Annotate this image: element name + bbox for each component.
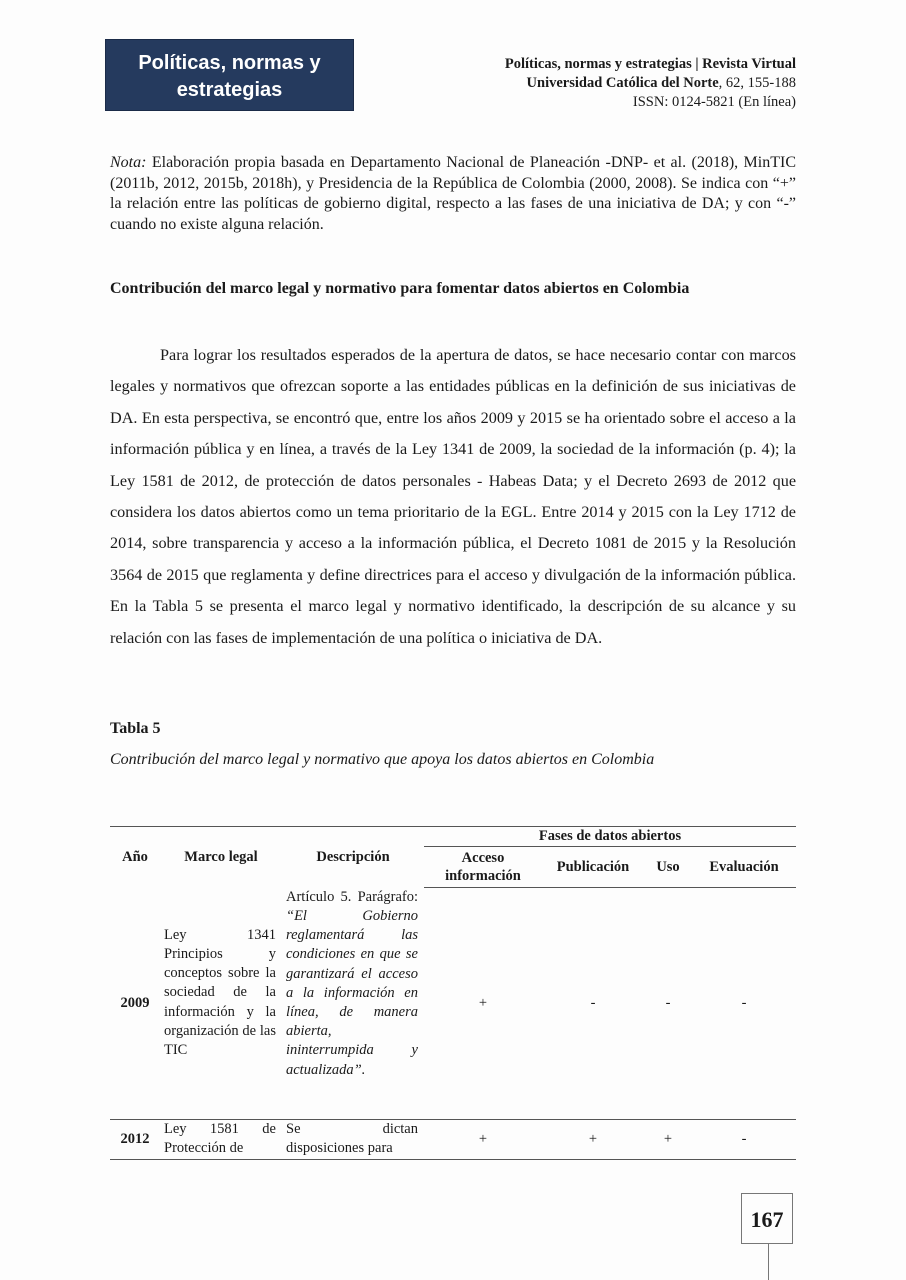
col-header-legal: Marco legal <box>160 827 282 888</box>
header-line-2 <box>505 74 796 93</box>
note-text: Elaboración propia basada en Departamento Nacional de Planeación -DNP- et al. (2018), MinTIC (2011b, 2012, 2015b, 2018h), y Presidencia de la República de Colombia (2000, 2008). Se indica con “+” la relación entre las políticas de gobierno digital, respecto a las fases de una iniciativa de DA; y con “-” cuando no existe alguna relación. <box>110 154 796 233</box>
cell-access: + <box>424 1120 542 1160</box>
cell-legal: Ley 1341 Principios y conceptos sobre la sociedad de la información y la organización de las TIC <box>160 888 282 1120</box>
note-label: Nota: <box>110 154 147 171</box>
header-volume: , 62, 155-188 <box>718 75 796 91</box>
badge-line-2: estrategias <box>176 79 283 101</box>
col-header-evaluation: Evaluación <box>692 847 796 888</box>
header-university: Universidad Católica del Norte <box>526 75 719 91</box>
col-group-header-phases: Fases de datos abiertos <box>424 827 796 847</box>
cell-year: 2012 <box>110 1120 160 1160</box>
running-header <box>505 55 796 112</box>
table-note <box>110 153 796 235</box>
cell-description: Se dictan disposiciones para <box>282 1120 424 1160</box>
cell-use: + <box>644 1120 692 1160</box>
header-issn: ISSN: 0124-5821 (En línea) <box>632 94 796 110</box>
cell-description <box>282 888 424 1120</box>
cell-publication: - <box>542 888 644 1120</box>
page-number: 167 <box>741 1193 793 1244</box>
col-header-publication: Publicación <box>542 847 644 888</box>
legal-framework-table <box>110 826 796 1160</box>
col-header-access: Acceso información <box>424 847 542 888</box>
cell-legal: Ley 1581 de Protección de <box>160 1120 282 1160</box>
page-number-rule <box>768 1244 769 1280</box>
table-caption: Contribución del marco legal y normativo que apoya los datos abiertos en Colombia <box>110 751 655 768</box>
description-plain: Artículo 5. Parágrafo: <box>286 888 418 905</box>
description-quote: “El Gobierno reglamentará las condiciones en que se garantizará el acceso a la información en línea, de manera abierta, ininterrumpida y actualizada”. <box>286 907 418 1078</box>
table-label: Tabla 5 <box>110 720 161 737</box>
col-header-year: Año <box>110 827 160 888</box>
header-line-1: Políticas, normas y estrategias | Revista Virtual <box>504 56 796 72</box>
col-header-use: Uso <box>644 847 692 888</box>
table-row <box>110 888 796 1120</box>
section-heading: Contribución del marco legal y normativo para fomentar datos abiertos en Colombia <box>110 280 690 297</box>
table-row <box>110 1120 796 1160</box>
body-paragraph: Para lograr los resultados esperados de la apertura de datos, se hace necesario contar con marcos legales y normativos que ofrezcan soporte a las entidades públicas en la definición de sus iniciativas de DA. En esta perspectiva, se encontró que, entre los años 2009 y 2015 se ha orientado sobre el acceso a la información pública y en línea, a través de la Ley 1341 de 2009, la sociedad de la información (p. 4); la Ley 1581 de 2012, de protección de datos personales - Habeas Data; y el Decreto 2693 de 2012 que considera los datos abiertos como un tema prioritario de la EGL. Entre 2014 y 2015 con la Ley 1712 de 2014, sobre transparencia y acceso a la información pública, el Decreto 1081 de 2015 y la Resolución 3564 de 2015 que reglamenta y define directrices para el acceso y divulgación de la información pública. En la Tabla 5 se presenta el marco legal y normativo identificado, la descripción de su alcance y su relación con las fases de implementación de una política o iniciativa de DA. <box>110 346 796 647</box>
cell-use: - <box>644 888 692 1120</box>
cell-year: 2009 <box>110 888 160 1120</box>
col-header-description: Descripción <box>282 827 424 888</box>
cell-access: + <box>424 888 542 1120</box>
cell-publication: + <box>542 1120 644 1160</box>
cell-evaluation: - <box>692 888 796 1120</box>
cell-evaluation: - <box>692 1120 796 1160</box>
badge-line-1: Políticas, normas y <box>138 52 321 74</box>
journal-section-badge <box>105 39 354 111</box>
